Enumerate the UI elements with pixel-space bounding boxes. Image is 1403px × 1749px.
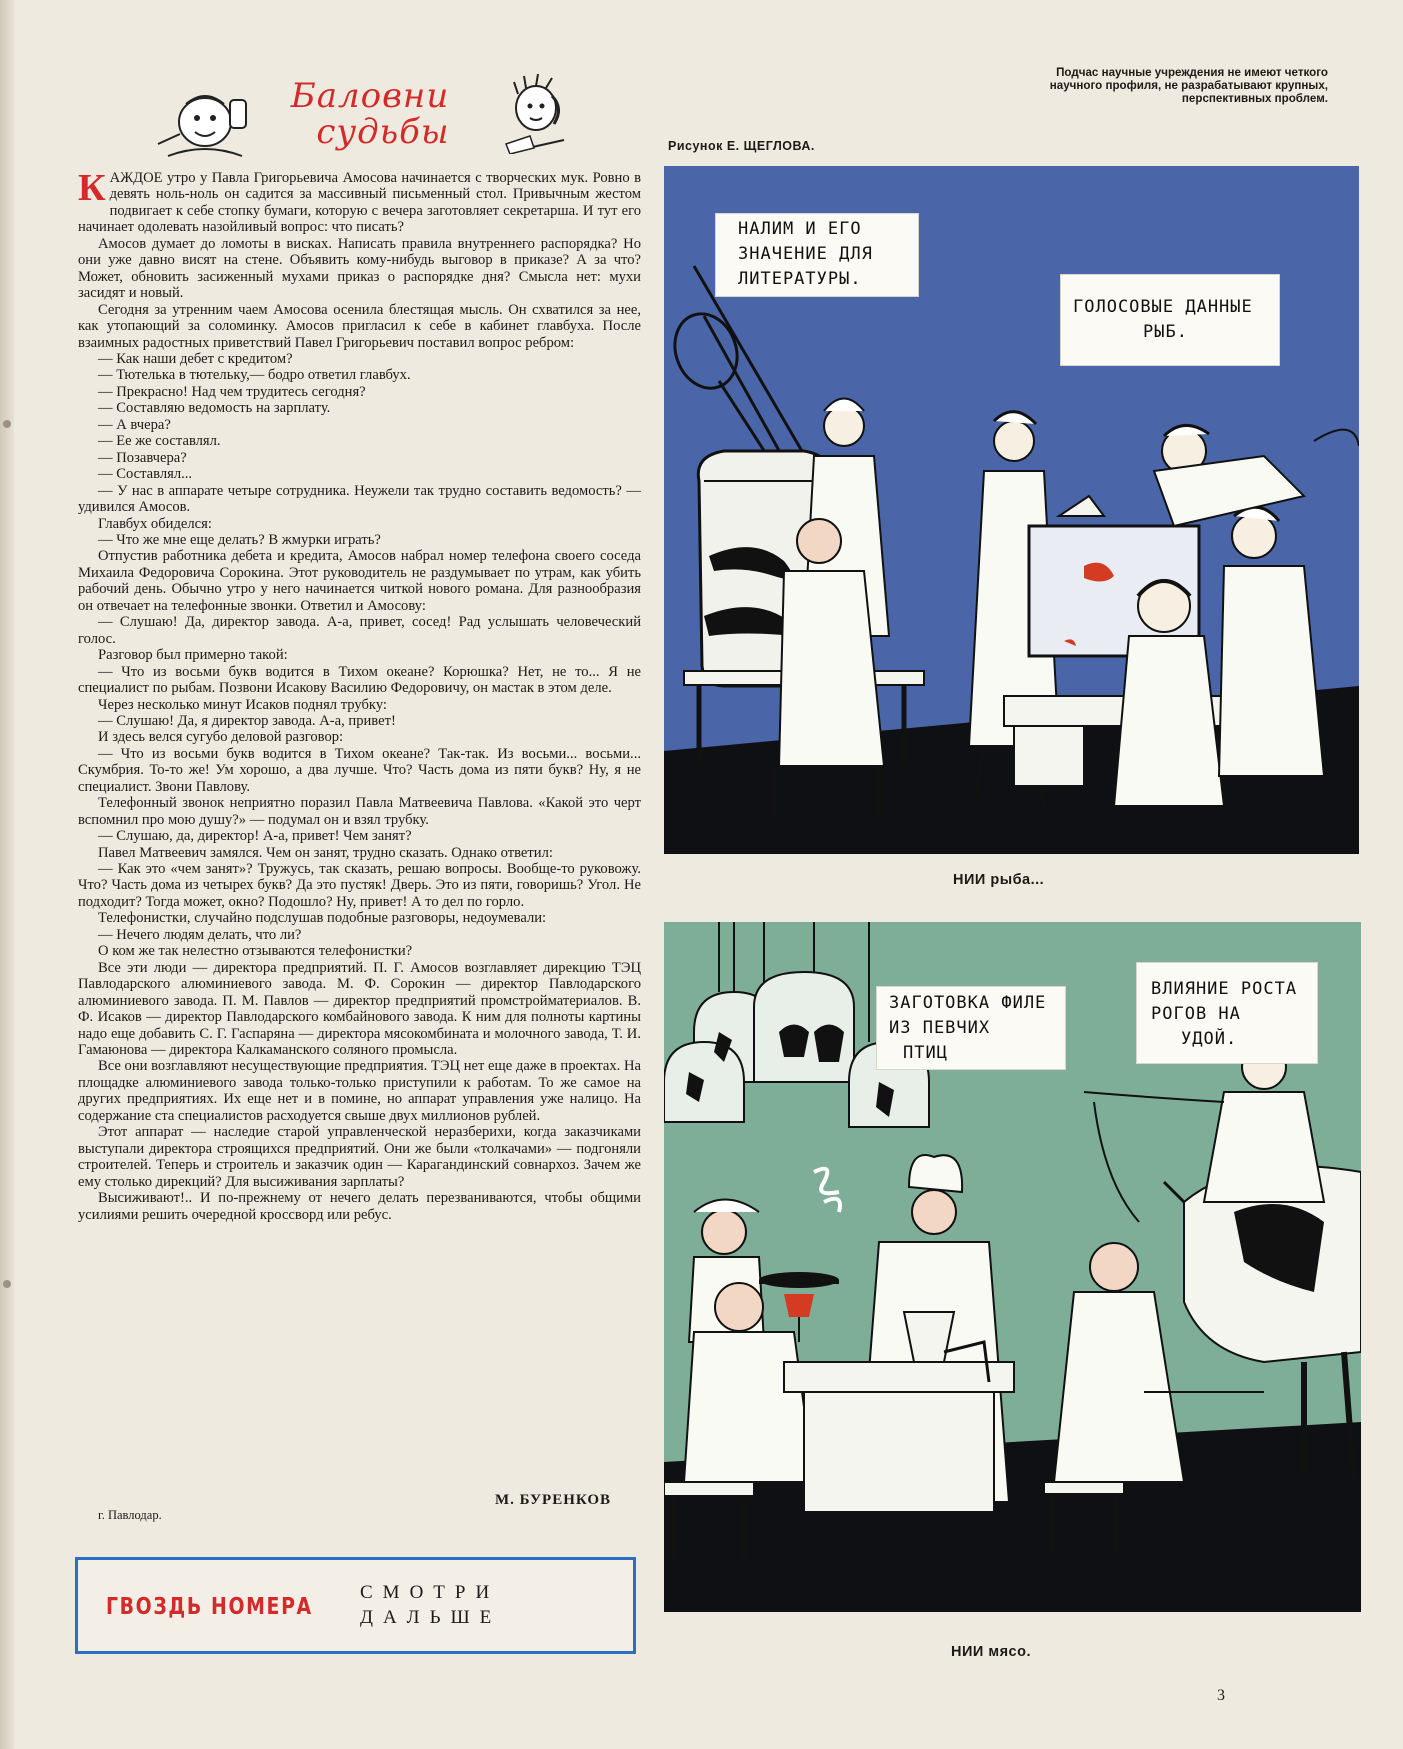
sign-line: РЫБ. (1143, 322, 1188, 342)
article-paragraph: АЖДОЕ утро у Павла Григорьевича Амосова начинается с творческих мук. Ровно в девять ноль-ноль он садится за массивный письменный стол. Привычным жестом подвигает к себе стопку бумаги, которую с вечера заготовляет секретарша. И тут его начинает одолевать назойливый вопрос: что писать? (78, 170, 641, 236)
promo-box (75, 1557, 636, 1654)
sign-burbot (715, 213, 919, 297)
sign-line: ЗНАЧЕНИЕ ДЛЯ (738, 244, 873, 264)
article-paragraph: Высиживают!.. И по-прежнему от нечего делать перезваниваются, чтобы общими усилиями решить очередной кроссворд или ребус. (78, 1190, 641, 1223)
article-paragraph: Через несколько минут Исаков поднял трубку: (98, 696, 387, 713)
sign-line: НАЛИМ И ЕГО (738, 219, 862, 239)
article-paragraph: Телефонистки, случайно подслушав подобные разговоры, недоумевали: (98, 910, 547, 927)
article-paragraph: — Как наши дебет с кредитом? (98, 350, 293, 367)
illustration-credit: Рисунок Е. ЩЕГЛОВА. (668, 139, 815, 153)
sign-line: РОГОВ НА (1151, 1004, 1241, 1024)
article-paragraph: Телефонный звонок неприятно поразил Павла Матвеевича Павлова. «Какой это черт вспомнил про мою душу?» — подумал он и взял трубку. (78, 795, 641, 828)
article-paragraph: — Слушаю! Да, я директор завода. А-а, привет! (98, 712, 396, 729)
sign-line: УДОЙ. (1181, 1029, 1238, 1049)
article-paragraph: Павел Матвеевич замялся. Чем он занят, трудно сказать. Однако ответил: (98, 844, 553, 861)
article-paragraph: — Составлял... (98, 466, 193, 483)
cartoon-panel-meat (664, 922, 1361, 1612)
article-paragraph: Главбух обиделся: (98, 515, 212, 532)
article-paragraph: — А вчера? (98, 416, 171, 433)
article-paragraph: — Слушаю! Да, директор завода. А-а, привет, сосед! Рад услышать человеческий голос. (78, 614, 641, 647)
article-paragraph: Все эти люди — директора предприятий. П. Г. Амосов возглавляет дирекцию ТЭЦ Павлодарского алюминиевого завода. М. Ф. Сорокин — директор Павлодарского алюминиевого завода. П. М. Павлов — директор предприятий промстройматериалов. В. Ф. Исаков — директор Павлодарского комбайнового завода. К ним для полноты картины надо еще добавить С. Г. Гаспаряна — директора мясокомбината и молочного завода, Т. И. Гамаюнова — директора Калкаманского соляного промысла. (78, 959, 641, 1059)
article-city: г. Павлодар. (98, 1508, 162, 1522)
cartoon-panel-fish (664, 166, 1359, 854)
article-paragraph: — Как это «чем занят»? Тружусь, так сказать, решаю вопросы. Вообще-то руковожу. Что? Часть дома из четырех букв? Да это пустяк! Дверь. Это из пяти, говоришь? Угол. Не подходит? Тогда может, окно? Подошло? Ну, привет! А то дел по горло. (78, 861, 641, 910)
article-paragraph: Амосов думает до ломоты в висках. Написать правила внутреннего распорядка? Но они уже давно висят на стене. Объявить кому-нибудь выговор в приказе? А за что? Может, обновить засиженный мухами приказ о распорядке дня? Смысла нет: мухи засидят и новый. (78, 235, 641, 302)
promo-sub-line: СМОТРИ (360, 1582, 500, 1603)
caption-fish: НИИ рыба... (953, 872, 1045, 888)
caption-meat: НИИ мясо. (951, 1644, 1031, 1660)
article-paragraph: — Слушаю, да, директор! А-а, привет! Чем занят? (98, 828, 412, 845)
intro-note: Подчас научные учреждения не имеют четкого научного профиля, не разрабатывают крупных, перспективных проблем. (1049, 66, 1328, 105)
rubric-title-line1: Баловни (290, 76, 450, 116)
promo-main-text: ГВОЗДЬ НОМЕРА (106, 1594, 313, 1620)
binding-hole (3, 420, 11, 428)
promo-sub-line: ДАЛЬШЕ (360, 1607, 502, 1628)
sign-line: ЛИТЕРАТУРЫ. (738, 269, 862, 289)
article-paragraph: Сегодня за утренним чаем Амосова осенила блестящая мысль. Он схватился за нее, как утопающий за соломинку. Амосов пригласил к себе в кабинет главбуха. После взаимных радостных приветствий Павел Григорьевич поставил вопрос ребром: (78, 301, 641, 351)
article-paragraph: — У нас в аппарате четыре сотрудника. Неужели так трудно составить ведомость? — удивился Амосов. (78, 482, 641, 516)
article-paragraph: Разговор был примерно такой: (98, 647, 288, 664)
binding-hole (3, 1280, 11, 1288)
article-paragraph: — Составляю ведомость на зарплату. (98, 400, 331, 417)
rubric-title-line2: судьбы (316, 112, 450, 152)
article-paragraph: — Что из восьми букв водится в Тихом океане? Корюшка? Нет, не то... Я не специалист по рыбам. Позвони Исакову Василию Федоровичу, он мастак в этом деле. (78, 663, 641, 697)
rubric-title (255, 78, 485, 150)
bureaucrat-cartoon-icon (150, 82, 260, 162)
article-paragraph: Все они возглавляют несуществующие предприятия. ТЭЦ нет еще даже в проектах. На площадке алюминиевого завода только-только приступили к работам. То же самое на других предприятиях. Их еще нет и в помине, но аппарат управления уже налицо. На содержание ста специалистов расходуется свыше двух миллионов рублей. (78, 1058, 641, 1124)
article-paragraph: Этот аппарат — наследие старой управленческой неразберихи, когда заказчиками выступали директора строящихся предприятий. Они же были «толкачами» — подгоняли строителей. Теперь и строитель и заказчик один — Карагандинский совнархоз. Зачем же ему столько дирекций? Для высиживания зарплаты? (78, 1124, 641, 1190)
sign-line: ИЗ ПЕВЧИХ (889, 1018, 991, 1038)
promo-sub-text (360, 1580, 560, 1630)
article-paragraph: — Нечего людям делать, что ли? (98, 926, 302, 943)
article-paragraph: И здесь велся сугубо деловой разговор: (98, 729, 344, 746)
sign-line: ВЛИЯНИЕ РОСТА (1151, 979, 1298, 999)
page-edge (0, 0, 14, 1749)
article-paragraph: — Ее же составлял. (98, 433, 221, 450)
drop-cap: К (78, 167, 106, 209)
article-paragraph: — Позавчера? (98, 449, 187, 466)
article-paragraph: — Что же мне еще делать? В жмурки играть? (98, 531, 381, 548)
article-body (78, 167, 641, 1223)
article-paragraph: — Тютелька в тютельку,— бодро ответил главбух. (98, 367, 411, 384)
sign-songbird-fillet (876, 986, 1066, 1070)
article-paragraph: Отпустив работника дебета и кредита, Амосов набрал номер телефона своего соседа Михаила Федоровича Сорокина. Этот руководитель не раздумывает по утрам, как убить рабочий день. Обычно утро у него начинается читкой нового романа. Для разнообразия он отвечает на телефонные звонки. Ответил и Амосову: (78, 548, 641, 614)
article-paragraph: — Прекрасно! Над чем трудитесь сегодня? (98, 383, 366, 400)
sign-line: ПТИЦ (903, 1043, 948, 1063)
sign-fish-voice (1060, 274, 1280, 366)
article-paragraph: — Что из восьми букв водится в Тихом океане? Так-так. Из восьми... восьми... Скумбрия. То-то же! Ум хорошо, а два лучше. Что? Часть дома из пяти букв? Ну, я не специалист. Звони Павлову. (78, 745, 641, 795)
rubric-header (150, 70, 575, 160)
sign-line: ЗАГОТОВКА ФИЛЕ (889, 993, 1047, 1013)
article-paragraph: О ком же так нелестно отзываются телефонистки? (98, 943, 413, 960)
sign-line: ГОЛОСОВЫЕ ДАННЫЕ (1073, 297, 1253, 317)
phone-caller-cartoon-icon (500, 74, 575, 154)
page-number: 3 (1217, 1687, 1225, 1704)
article-author: М. БУРЕНКОВ (495, 1492, 612, 1508)
sign-horn-growth (1136, 962, 1318, 1064)
